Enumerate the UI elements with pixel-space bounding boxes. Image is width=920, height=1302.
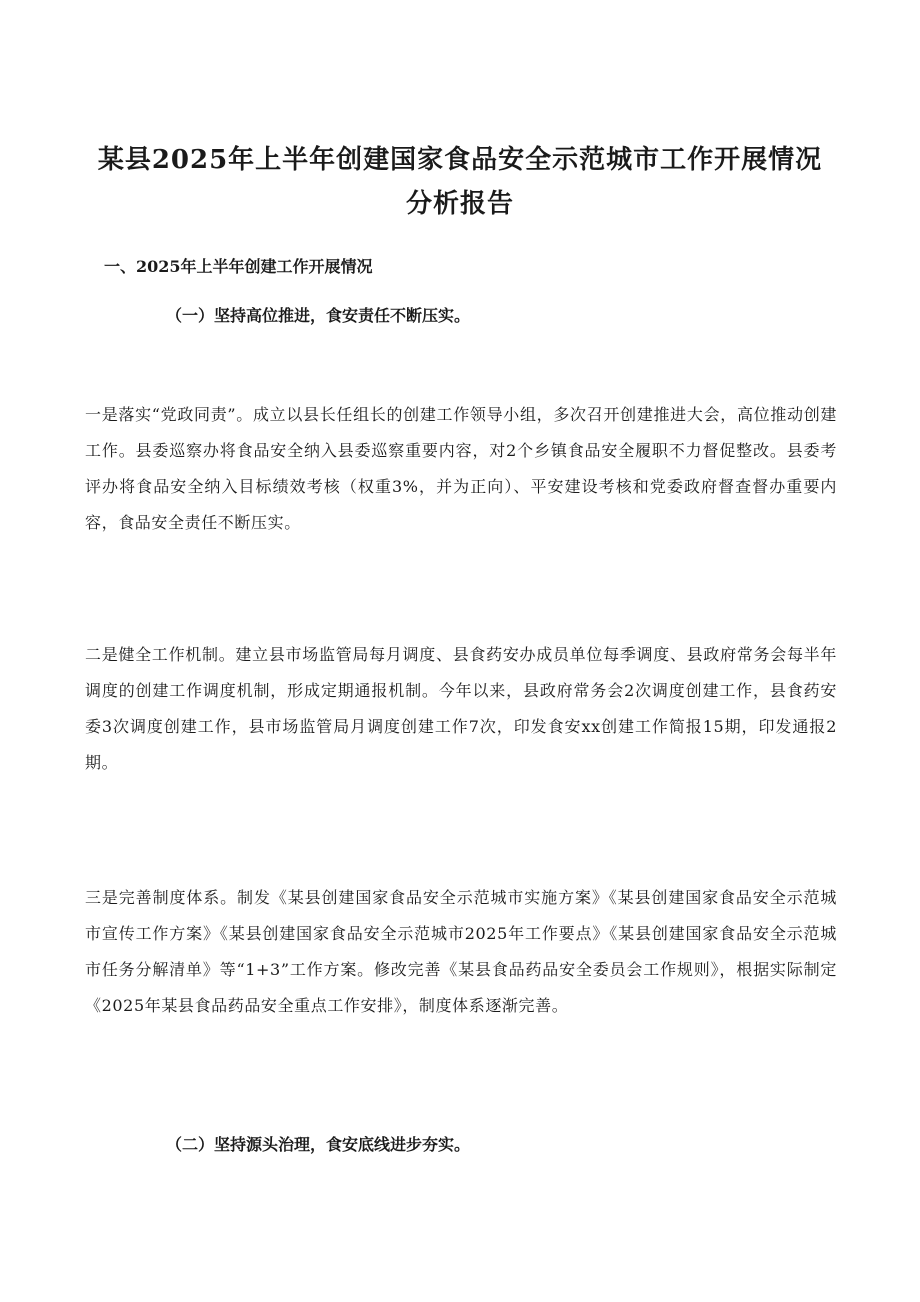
subsection-heading-1: （一）坚持高位推进，食安责任不断压实。 [166, 306, 471, 325]
paragraph-2: 二是健全工作机制。建立县市场监管局每月调度、县食药安办成员单位每季调度、县政府常务会每半年调度的创建工作调度机制，形成定期通报机制。今年以来，县政府常务会2次调度创建工作，县食药安委3次调度创建工作，县市场监管局月调度创建工作7次，印发食安xx创建工作简报15期，印发通报2期。 [85, 645, 837, 772]
title-line-2: 分析报告 [405, 189, 514, 219]
title-line-1: 某县2025年上半年创建国家食品安全示范城市工作开展情况 [97, 145, 823, 175]
paragraph-3: 三是完善制度体系。制发《某县创建国家食品安全示范城市实施方案》《某县创建国家食品安全示范城市宣传工作方案》《某县创建国家食品安全示范城市2025年工作要点》《某县创建国家食品安全示范城市任务分解清单》等“1+3”工作方案。修改完善《某县食品药品安全委员会工作规则》，根据实际制定《2025年某县食品药品安全重点工作安排》，制度体系逐渐完善。 [85, 888, 837, 1015]
subsection-heading-2: （二）坚持源头治理，食安底线进步夯实。 [166, 1135, 471, 1154]
section-heading-1: 一、2025年上半年创建工作开展情况 [104, 257, 373, 276]
document-title [60, 138, 860, 226]
paragraph-1: 一是落实“党政同责”。成立以县长任组长的创建工作领导小组，多次召开创建推进大会，高位推动创建工作。县委巡察办将食品安全纳入县委巡察重要内容，对2个乡镇食品安全履职不力督促整改。县委考评办将食品安全纳入目标绩效考核（权重3%，并为正向）、平安建设考核和党委政府督查督办重要内容，食品安全责任不断压实。 [85, 405, 837, 532]
